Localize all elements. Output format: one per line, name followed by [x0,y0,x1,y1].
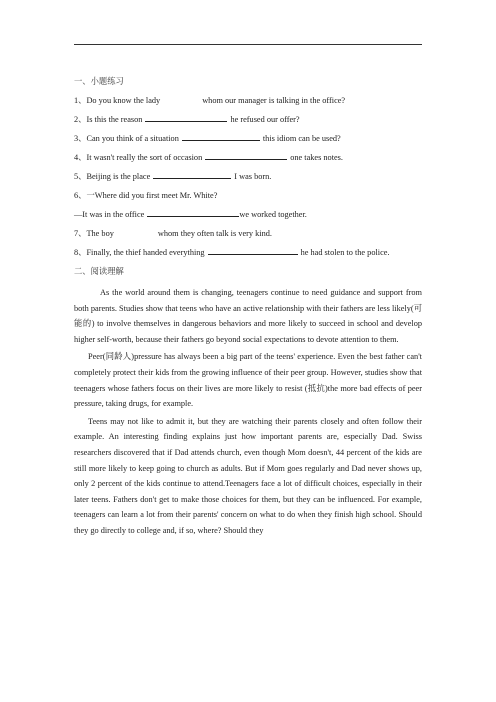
passage-paragraph-3: Teens may not like to admit it, but they are watching their parents closely and often follow their example. An interesting finding explains just how important parents are, especially Dad. Swiss researchers discovered that if Dad attends church, even though Mom doesn't, 44 percent of the kids are still more likely to keep going to church as adults. But if Mom goes regularly and Dad never shows up, only 2 percent of the kids continue to attend.Teenagers face a lot of difficult choices, especially in their later teens. Fathers don't get to make those choices for them, but they can be influenced. For example, teenagers can learn a lot from their parents' concern on what to do when they finish high school. Should they go directly to college and, if so, where? Should they [74,416,422,535]
question-6-answer [74,205,422,224]
question-text: 7、The boy [74,228,114,238]
question-3 [74,129,422,148]
question-1 [74,91,422,110]
question-text: 3、Can you think of a situation [74,134,179,143]
question-6-prompt [74,186,422,205]
question-text: 5、Beijing is the place [74,172,151,181]
reading-passage [74,285,422,539]
question-text: 4、It wasn't really the sort of occasion [74,153,203,162]
document-body [74,72,422,539]
question-text: he refused our offer? [230,115,300,124]
question-text: whom they often talk is very kind. [157,228,272,238]
question-text: 2、Is this the reason [74,115,143,124]
answer-blank[interactable] [147,208,239,217]
question-text: —It was in the office [74,210,145,219]
question-5 [74,167,422,186]
passage-paragraph-2: Peer(同龄人)pressure has always been a big part of the teens' experience. Even the best father can't completely protect their kids from the growing influence of their peer group. However, studies show that teenagers whose fathers focus on their lives are more likely to resist (抵抗)the more bad effects of peer pressure, taking drugs, for example. [74,352,422,409]
answer-blank[interactable] [182,132,260,141]
section-title-exercises: 一、小题练习 [74,76,124,86]
header-rule [74,44,422,45]
section-title-reading: 二、阅读理解 [74,266,124,276]
answer-blank[interactable] [205,151,287,160]
question-text: this idiom can be used? [262,134,341,143]
question-text: he had stolen to the police. [300,248,390,257]
question-text: 8、Finally, the thief handed everything [74,248,205,257]
question-text: whom our manager is talking in the office? [202,95,346,105]
question-text: 1、Do you know the lady [74,95,161,105]
exercise-section [74,72,422,281]
answer-blank[interactable] [208,246,298,255]
question-2 [74,110,422,129]
question-8 [74,243,422,262]
question-4 [74,148,422,167]
answer-blank[interactable] [145,113,227,122]
answer-blank[interactable] [153,170,231,179]
passage-paragraph-1: As the world around them is changing, teenagers continue to need guidance and support from both parents. Studies show that teens who have an active relationship with their fathers are less likely(可能的) to involve themselves in dangerous behaviors and more likely to succeed in school and develop higher self-worth, because their fathers go beyond social expectations to devote attention to them. [74,288,422,344]
question-7 [74,224,422,243]
question-text: I was born. [234,172,272,181]
question-text: 6、一Where did you first meet Mr. White? [74,190,218,200]
question-text: one takes notes. [290,153,343,162]
question-text: we worked together. [239,210,307,219]
